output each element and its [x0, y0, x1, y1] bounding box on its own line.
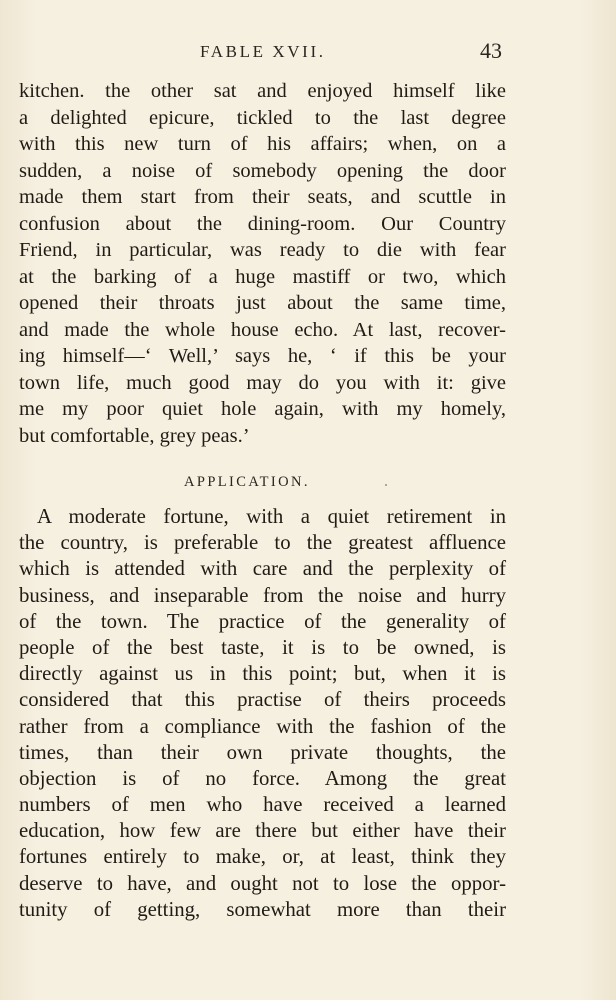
section-heading [0, 474, 616, 496]
text-line: the country, is preferable to the greatest affluence [19, 531, 506, 555]
text-line: rather from a compliance with the fashion of the [19, 714, 506, 738]
text-line: sudden, a noise of somebody opening the door [19, 159, 506, 182]
text-line: which is attended with care and the perplexity of [19, 557, 506, 581]
fable-text [19, 78, 506, 449]
text-line: Friend, in particular, was ready to die with fear [19, 239, 506, 261]
page-number: 43 [480, 38, 502, 63]
text-line: opened their throats just about the same time, [19, 292, 506, 314]
text-line: deserve to have, and ought not to lose the oppor- [19, 871, 506, 895]
text-line: considered that this practise of theirs proceeds [19, 688, 506, 712]
section-heading-text: APPLICATION. [184, 474, 310, 490]
text-line: with this new turn of his affairs; when, on a [19, 133, 506, 155]
text-line: times, than their own private thoughts, the [19, 740, 506, 764]
text-line: me my poor quiet hole again, with my homely, [19, 398, 506, 420]
text-line: A moderate fortune, with a quiet retirement in [37, 505, 506, 528]
text-line: tunity of getting, somewhat more than their [19, 897, 506, 921]
text-line: at the barking of a huge mastiff or two, which [19, 265, 506, 288]
text-line: a delighted epicure, tickled to the last degree [19, 106, 506, 129]
text-line: ing himself—‘ Well,’ says he, ‘ if this be your [19, 345, 506, 367]
running-head [0, 38, 616, 72]
text-line: and made the whole house echo. At last, recover- [19, 318, 506, 341]
text-line: fortunes entirely to make, or, at least, think they [19, 845, 506, 869]
text-line: business, and inseparable from the noise and hurry [19, 583, 506, 607]
paper-speck [385, 484, 387, 486]
text-line: of the town. The practice of the generality of [19, 609, 506, 633]
text-line: objection is of no force. Among the great [19, 766, 506, 790]
text-line: directly against us in this point; but, when it is [19, 662, 506, 686]
text-line: people of the best taste, it is to be owned, is [19, 635, 506, 659]
text-line: kitchen. the other sat and enjoyed himself like [19, 80, 506, 102]
text-line: made them start from their seats, and scuttle in [19, 186, 506, 208]
application-text [19, 504, 506, 923]
text-line: town life, much good may do you with it: give [19, 371, 506, 394]
text-line: confusion about the dining-room. Our Country [19, 212, 506, 235]
running-title: FABLE XVII. [200, 42, 326, 61]
text-line: numbers of men who have received a learned [19, 793, 506, 817]
text-line: but comfortable, grey peas.’ [19, 424, 250, 447]
text-line: education, how few are there but either have their [19, 819, 506, 843]
